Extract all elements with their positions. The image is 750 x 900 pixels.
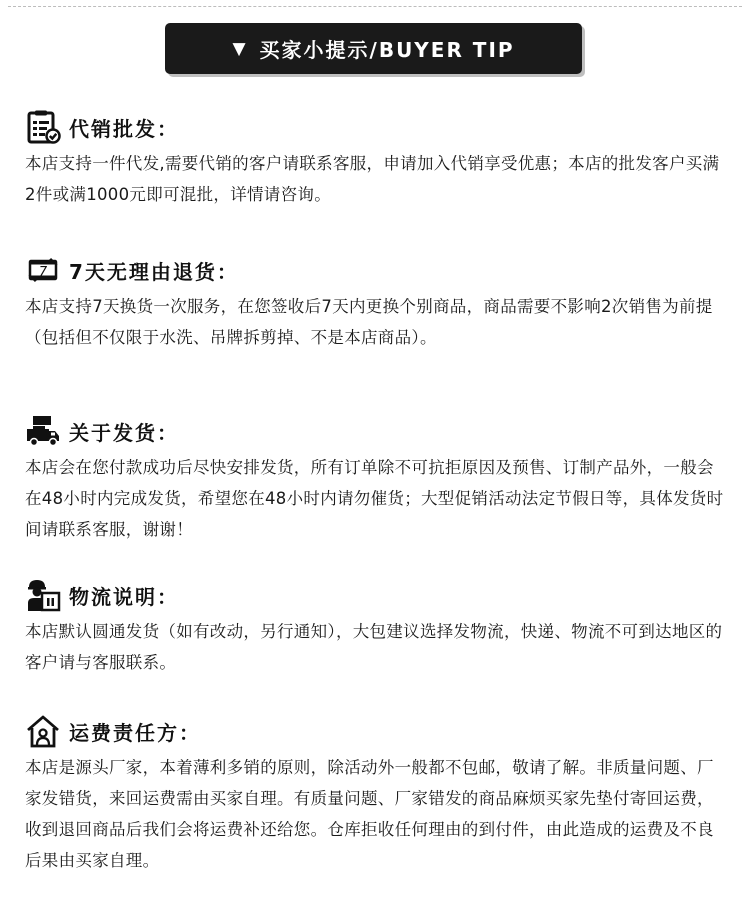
banner-title: 买家小提示/BUYER TIP (259, 38, 515, 62)
section-shipping (25, 412, 730, 545)
section-title: 运费责任方： (69, 720, 201, 745)
section-body: 本店支持7天换货一次服务，在您签收后7天内更换个别商品，商品需要不影响2次销售为前提（包括但不仅限于水洗、吊牌拆剪掉、不是本店商品）。 (25, 297, 713, 347)
section-wholesale (25, 108, 730, 210)
buyer-tip-banner (165, 23, 582, 74)
section-body: 本店支持一件代发,需要代销的客户请联系客服，申请加入代销享受优惠；本店的批发客户买满2件或满1000元即可混批，详情请咨询。 (25, 154, 720, 204)
house-person-icon (25, 713, 61, 749)
section-title: 代销批发： (69, 116, 179, 141)
section-title: 关于发货： (69, 420, 179, 445)
section-logistics (25, 576, 730, 678)
section-body: 本店是源头厂家，本着薄利多销的原则，除活动外一般都不包邮，敬请了解。非质量问题、厂家发错货，来回运费需由买家自理。有质量问题、厂家错发的商品麻烦买家先垫付寄回运费，收到退回商品后我们会将运费补还给您。仓库拒收任何理由的到付件，由此造成的运费及不良后果由买家自理。 (25, 758, 714, 870)
section-shipping-fees (25, 712, 730, 876)
section-title: 物流说明： (69, 584, 179, 609)
delivery-truck-icon (25, 413, 61, 449)
triangle-down-icon: ▼ (232, 38, 248, 59)
section-body: 本店会在您付款成功后尽快安排发货，所有订单除不可抗拒原因及预售、订制产品外，一般会在48小时内完成发货，希望您在48小时内请勿催货；大型促销活动法定节假日等，具体发货时间请联系客服，谢谢！ (25, 458, 724, 539)
top-dashed-divider (8, 6, 742, 7)
seven-day-return-icon (25, 252, 61, 288)
section-return-policy (25, 251, 730, 353)
section-title: 7天无理由退货： (69, 259, 239, 284)
return-icon-number: 7 (38, 265, 48, 280)
section-body: 本店默认圆通发货（如有改动，另行通知），大包建议选择发物流，快递、物流不可到达地区的客户请与客服联系。 (25, 622, 723, 672)
courier-package-icon (25, 577, 61, 613)
clipboard-check-icon (25, 109, 61, 145)
